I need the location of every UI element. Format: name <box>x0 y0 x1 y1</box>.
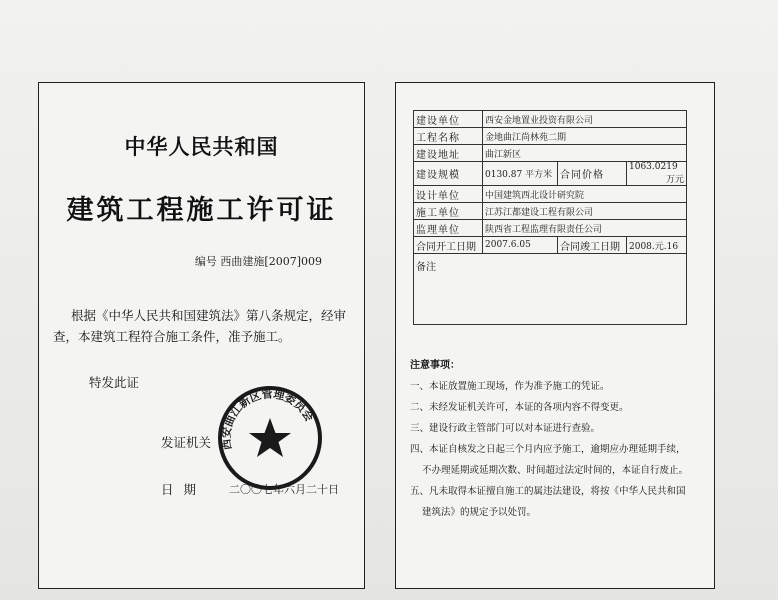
design-unit-label: 设计单位 <box>414 186 483 203</box>
official-seal-icon <box>215 383 325 493</box>
project-name-value: 金地曲江尚林苑二期 <box>483 128 687 145</box>
certificate-number <box>195 253 322 269</box>
certificate-front-page <box>38 82 365 589</box>
scale-value: 0130.87 平方米 <box>483 162 558 186</box>
notice-section <box>410 355 706 523</box>
date-label: 日期 <box>161 482 207 497</box>
project-info-table <box>413 110 687 325</box>
table-row <box>414 128 687 145</box>
cert-no-label: 编号 <box>194 255 217 268</box>
table-row <box>414 203 687 220</box>
table-row <box>414 111 687 128</box>
contract-price-unit: 万元 <box>665 175 684 185</box>
start-date-label: 合同开工日期 <box>414 237 483 254</box>
remarks-label: 备注 <box>416 262 436 273</box>
notice-item: 建筑法》的规定予以处罚。 <box>422 507 537 518</box>
contractor-value: 江苏江都建设工程有限公司 <box>483 203 687 220</box>
notice-item: 五、凡未取得本证擅自施工的属违法建设，将按《中华人民共和国 <box>410 486 686 497</box>
end-date-value: 2008.元.16 <box>627 237 687 254</box>
table-row <box>414 145 687 162</box>
supervisor-value: 陕西省工程监理有限责任公司 <box>483 220 687 237</box>
approval-paragraph: 根据《中华人民共和国建筑法》第八条规定，经审查，本建筑工程符合施工条件，准予施工。 <box>53 308 347 344</box>
notice-item: 三、建设行政主管部门可以对本证进行查验。 <box>410 423 601 434</box>
contract-price-value: 1063.0219 <box>629 162 678 172</box>
end-date-label: 合同竣工日期 <box>558 237 627 254</box>
design-unit-value: 中国建筑西北设计研究院 <box>483 186 687 203</box>
special-cert-text: 特发此证 <box>89 375 140 390</box>
contractor-label: 施工单位 <box>414 203 483 220</box>
start-date-value: 2007.6.05 <box>483 237 558 254</box>
seal-text: 西安曲江新区管理委员会 <box>219 387 316 451</box>
issuer-label: 发证机关 <box>161 435 212 450</box>
country-title: 中华人民共和国 <box>124 135 279 159</box>
address-value: 曲江新区 <box>483 145 687 162</box>
table-row <box>414 254 687 325</box>
address-label: 建设地址 <box>414 145 483 162</box>
table-row <box>414 162 687 186</box>
certificate-title: 建筑工程施工许可证 <box>66 195 337 226</box>
notice-title: 注意事项： <box>410 360 460 371</box>
contract-price-label: 合同价格 <box>558 162 627 186</box>
contract-price-cell <box>627 162 687 186</box>
notice-item: 不办理延期或延期次数、时间超过法定时间的，本证自行废止。 <box>422 465 689 476</box>
table-row <box>414 186 687 203</box>
notice-item: 一、本证放置施工现场，作为准予施工的凭证。 <box>410 381 610 392</box>
construction-unit-value: 西安金地置业投资有限公司 <box>483 111 687 128</box>
remarks-cell <box>414 254 687 325</box>
certificate-back-page <box>395 82 715 589</box>
notice-item: 二、未经发证机关许可，本证的各项内容不得变更。 <box>410 402 629 413</box>
notice-item: 四、本证自核发之日起三个月内应予施工，逾期应办理延期手续， <box>410 444 686 455</box>
issue-date: 二〇〇七年六月二十日 <box>229 483 339 496</box>
scale-label: 建设规模 <box>414 162 483 186</box>
table-row <box>414 237 687 254</box>
construction-unit-label: 建设单位 <box>414 111 483 128</box>
supervisor-label: 监理单位 <box>414 220 483 237</box>
cert-no-value: 西曲建施[2007]009 <box>220 255 322 268</box>
table-row <box>414 220 687 237</box>
project-name-label: 工程名称 <box>414 128 483 145</box>
